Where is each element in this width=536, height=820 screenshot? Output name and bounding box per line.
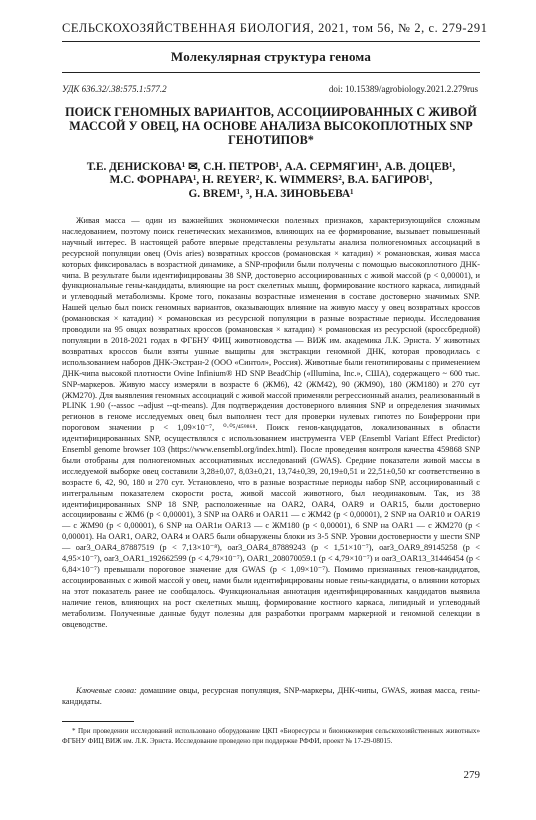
- footnote-text: * При проведении исследований использовано оборудование ЦКП «Биоресурсы и биоинженерия сельскохозяйственных животных» ФГБНУ ФИЦ ВИЖ им. Л.К. Эрнста. Исследование проведено при поддержке РФФИ, проект № 17-29-08015.: [62, 727, 480, 745]
- authors-line: G. BREM¹, ³, Н.А. ЗИНОВЬЕВА¹: [188, 187, 354, 200]
- udk-code: УДК 636.32/.38:575.1:577.2: [62, 84, 167, 94]
- keywords-text: домашние овцы, ресурсная популяция, SNP-маркеры, ДНК-чипы, GWAS, живая масса, гены-кандидаты.: [62, 686, 481, 706]
- keywords-label: Ключевые слова:: [76, 686, 137, 695]
- footnote-rule: [62, 721, 134, 722]
- keywords-paragraph: [62, 686, 480, 708]
- article-title: ПОИСК ГЕНОМНЫХ ВАРИАНТОВ, АССОЦИИРОВАННЫХ С ЖИВОЙ МАССОЙ У ОВЕЦ, НА ОСНОВЕ АНАЛИЗА ВЫСОКОПЛОТНЫХ SNP ГЕНОТИПОВ*: [65, 105, 477, 147]
- authors-line: М.С. ФОРНАРА¹, H. REYER², K. WIMMERS², В.А. БАГИРОВ¹,: [109, 174, 433, 187]
- header-rule-bottom: [62, 72, 480, 73]
- abstract-text: Живая масса — один из важнейших экономически полезных признаков, характеризующийся сложным наследованием, поэтому поиск генетических механизмов, влияющих на ее формирование, вызывает повышенный научный интерес. В настоящей работе впервые представлены результаты анализа полногеномных ассоциаций в ресурсной популяции овец (Ovis aries) возвратных кроссов (романовская × катадин) × романовская, живая масса которых фиксировалась в возрастной динамике, а SNP-профили были получены с помощью высокоплотного ДНК-чипа. В результате были идентифицированы 38 SNP, достоверно ассоциированных с живой массой (p < 0,00001), и функциональные гены-кандидаты, влияющие на рост скелетных мышц, формирование костного каркаса, липидный и углеводный метаболизмы. Кроме того, показаны возрастные изменения в составе достоверно значимых SNP. Нашей целью был поиск геномных вариантов, оказывающих влияние на живую массу у овец возвратных кроссов (романовская × катадин) × романовская из ресурсной популяции в разные возрастные периоды. Исследования проводили на 95 овцах возвратных кроссов (романовская × катадин) × романовская из ресурсной (кроссбредной) популяции в 2018-2021 годах в ФГБНУ ФИЦ животноводства — ВИЖ им. академика Л.К. Эрнста. У животных возвратных кроссов были взяты ушные выщипы для экстракции геномной ДНК, которая проводилась с использованием наборов ДНК-Экстран-2 (ООО «Синтол», Россия). Животные были генотипированы с применением ДНК-чипа высокой плотности Ovine Infinium® HD SNP BeadChip («Illumina, Inc.», США), содержащего ~ 600 тыс. SNP-маркеров. Живую массу измеряли в возрасте 6 (ЖМ6), 42 (ЖМ42), 90 (ЖМ90), 180 (ЖМ180) и 270 сут (ЖМ270). Для выявления геномных ассоциаций с живой массой применяли регрессионный анализ, реализованный в PLINK 1.90 (--assoc --adjust --qt-means). Для подтверждения достоверного влияния SNP и определения значимых регионов в геноме исследуемых овец был выполнен тест для проверки нулевых гипотез по Бонферрони при пороговом значении p < 1,09×10⁻⁷, ⁰·⁰⁵/⁴⁵⁹⁸⁶⁸. Поиск генов-кандидатов, локализованных в области идентифицированных SNP, осуществлялся с использованием инструмента VEP (Ensembl Variant Effect Predictor) Ensembl genome browser 103 (https://www.ensembl.org/index.html). После проведения контроля качества 459868 SNP были отобраны для полногеномных ассоциативных исследований (GWAS). Средние показатели живой массы в исследуемой выборке овец составили 3,28±0,07, 8,03±0,21, 13,74±0,39, 20,19±0,51 и 22,51±0,50 кг соответственно в возрасте 6, 42, 90, 180 и 270 сут. Установлено, что в разные возрастные периоды набор SNP, ассоциированный с интегральным показателем скорости роста, живой массой животного, был неодинаковым. Так, из 38 идентифицированных SNP 18 SNP, расположенные на OAR2, OAR4, OAR9 и OAR15, были достоверно ассоциированы с ЖМ6 (p < 0,00001), 3 SNP на OAR6 и OAR11 — с ЖМ42 (p < 0,00001), 2 SNP на OAR10 и OAR19 — с ЖМ90 (p < 0,00001), 6 SNP на OAR1и OAR13 — с ЖМ180 (p < 0,00001), 6 SNP на OAR1 — с ЖМ270 (p < 0,00001). На OAR1, OAR2, OAR4 и OAR5 были обнаружены блоки из 3-5 SNP. Уровни достоверности у шести SNP — oar3_OAR4_87887519 (p < 7,13×10⁻⁸), oar3_OAR4_87889243 (p < 1,51×10⁻⁷), oar3_OAR9_89145258 (p < 4,95×10⁻⁷), oar3_OAR1_192662599 (p < 4,79×10⁻⁷), OAR1_208070059.1 (p < 4,79×10⁻⁷) и oar3_OAR13_31446454 (p < 6,84×10⁻⁷) превышали пороговое значение для GWAS (p < 1,09×10⁻⁷). Помимо признанных генов-кандидатов, ассоциированных с живой массой у овец, нами были идентифицированы новые гены-кандидаты, о влиянии которых на этот показатель ранее не сообщалось. Функциональная аннотация идентифицированных кандидатов выявила наличие генов, влияющих на рост скелетных мышц, формирование костного каркаса, липидный и углеводный метаболизм. Полученные данные будут полезны для разработки программ маркерной и геномной селекции в овцеводстве.: [62, 216, 480, 629]
- section-title: Молекулярная структура генома: [170, 49, 372, 64]
- authors-line: Т.Е. ДЕНИСКОВА¹ ✉, С.Н. ПЕТРОВ¹, А.А. СЕРМЯГИН¹, А.В. ДОЦЕВ¹,: [86, 161, 456, 173]
- footnote: [62, 727, 480, 746]
- abstract: [62, 216, 480, 630]
- keywords: [62, 686, 480, 708]
- page-number: 279: [463, 769, 480, 781]
- doi: doi: 10.15389/agrobiology.2021.2.279rus: [328, 84, 478, 94]
- journal-header: СЕЛЬСКОХОЗЯЙСТВЕННАЯ БИОЛОГИЯ, 2021, том 56, № 2, с. 279-291: [62, 21, 488, 35]
- header-rule-top: [62, 41, 480, 42]
- authors-block: [62, 161, 480, 201]
